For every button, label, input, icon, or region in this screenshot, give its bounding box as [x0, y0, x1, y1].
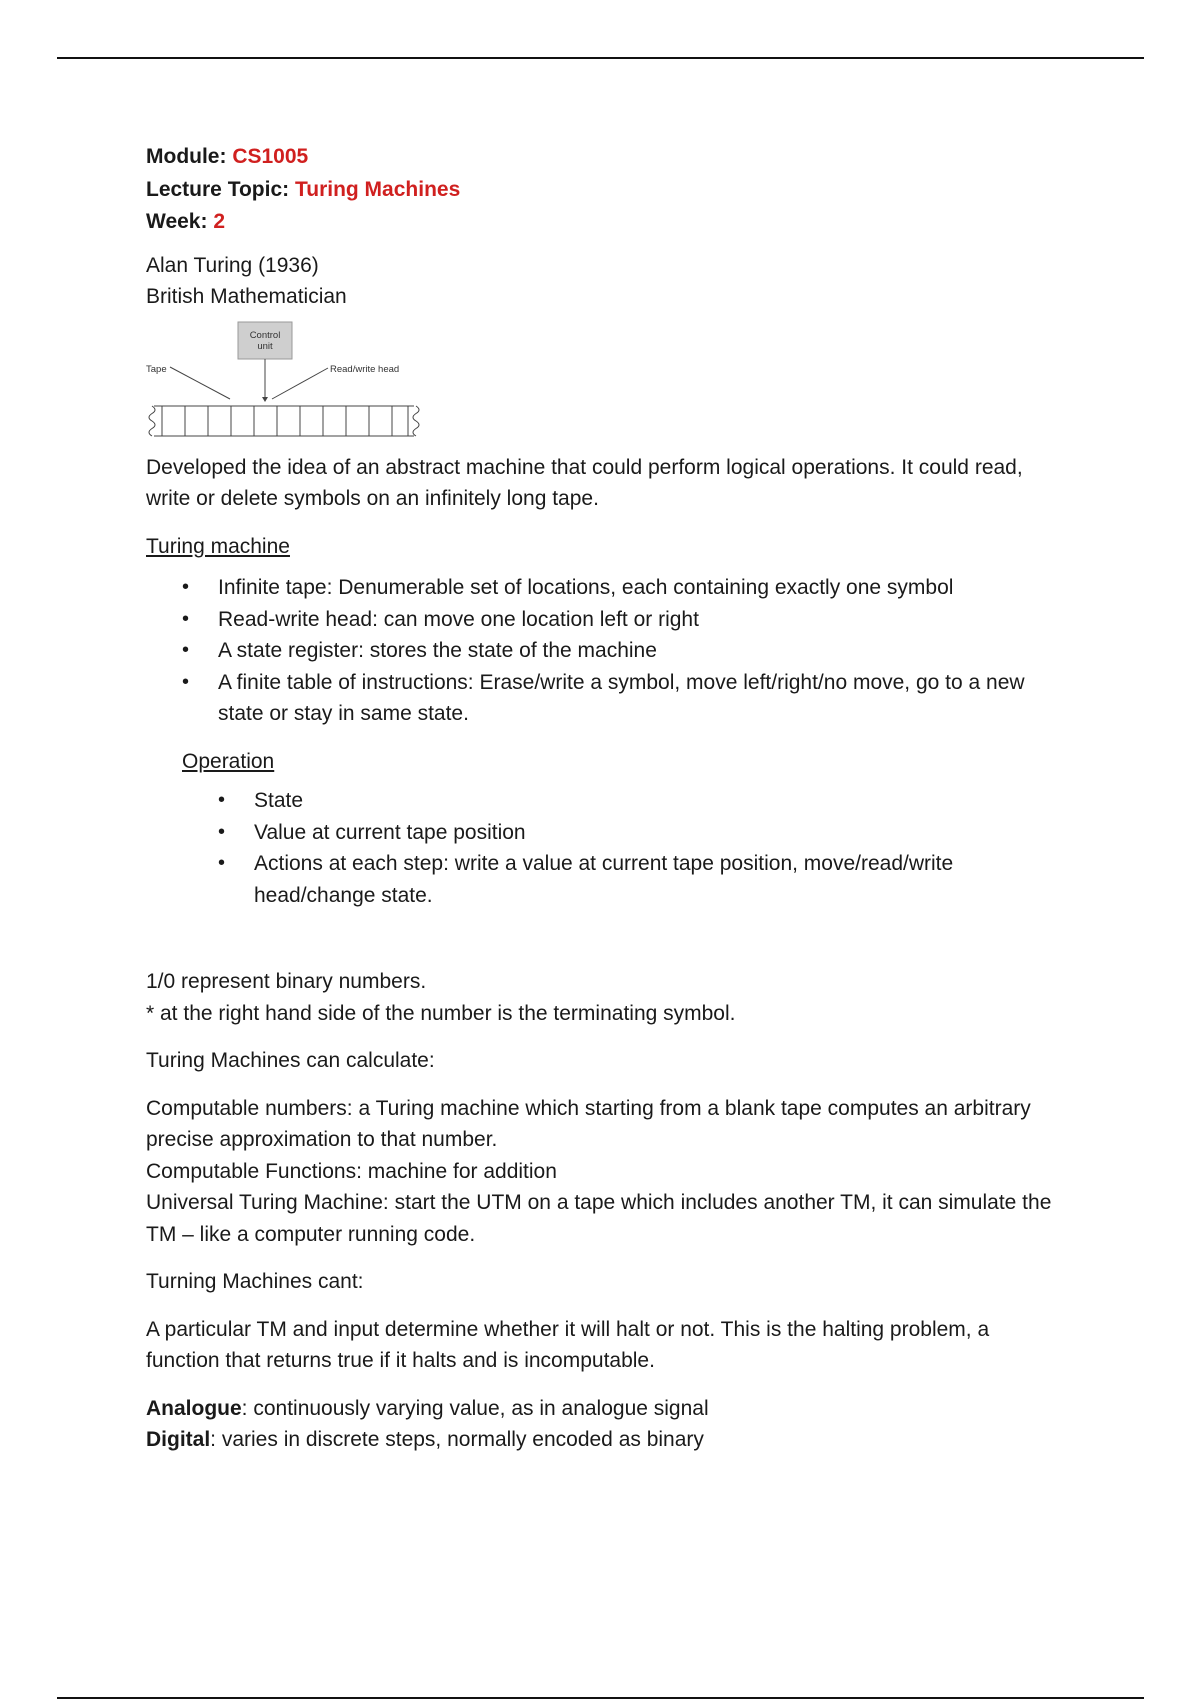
operation-list	[146, 785, 1066, 911]
universal-turing-machine: Universal Turing Machine: start the UTM on a tape which includes another TM, it can simulate the TM – like a computer running code.	[146, 1191, 1052, 1246]
analogue-text: : continuously varying value, as in analogue signal	[241, 1396, 709, 1420]
binary-line-2: * at the right hand side of the number is the terminating symbol.	[146, 1001, 736, 1025]
analogue-definition	[146, 1393, 1066, 1425]
control-arrowhead	[262, 397, 268, 402]
topic-value: Turing Machines	[294, 177, 461, 201]
control-unit-label-2: unit	[257, 340, 273, 352]
tape-label: Tape	[146, 363, 167, 375]
tape	[149, 406, 419, 436]
topic-line	[146, 174, 1066, 207]
digital-term: Digital	[146, 1428, 211, 1451]
week-value: 2	[213, 210, 225, 233]
bottom-page-rule	[57, 1697, 1144, 1699]
control-unit-label-1: Control	[249, 329, 281, 341]
list-item: • A finite table of instructions: Erase/write a symbol, move left/right/no move, go to a new state or stay in same state.	[218, 667, 1066, 730]
module-line	[146, 141, 1066, 174]
module-label: Module:	[146, 145, 233, 168]
top-page-rule	[57, 57, 1144, 59]
document-page	[146, 141, 1066, 1456]
halting-problem: A particular TM and input determine whether it will halt or not. This is the halting problem, a function that returns true if it halts and is incomputable.	[146, 1317, 990, 1372]
computable-functions: Computable Functions: machine for addition	[146, 1159, 557, 1183]
read-write-head-label: Read/write head	[330, 363, 400, 375]
cant-heading: Turning Machines cant:	[146, 1270, 364, 1293]
list-item: • Value at current tape position	[254, 817, 1066, 849]
can-calculate-heading: Turing Machines can calculate:	[146, 1049, 435, 1072]
analogue-term: Analogue	[146, 1396, 242, 1420]
topic-label: Lecture Topic:	[146, 177, 295, 201]
list-item: • Infinite tape: Denumerable set of locations, each containing exactly one symbol	[218, 572, 1066, 604]
turing-machine-list	[146, 572, 1066, 730]
week-line	[146, 206, 1066, 239]
digital-text: : varies in discrete steps, normally encoded as binary	[210, 1428, 704, 1451]
intro-role: British Mathematician	[146, 285, 347, 308]
operation-heading: Operation	[182, 749, 275, 773]
head-pointer	[272, 368, 328, 399]
tape-pointer	[170, 367, 230, 399]
digital-definition	[146, 1424, 1066, 1456]
module-value: CS1005	[232, 145, 309, 168]
binary-line-1: 1/0 represent binary numbers.	[146, 970, 427, 993]
list-item: • State	[254, 785, 1066, 817]
turing-machine-diagram	[146, 321, 446, 441]
list-item: • Actions at each step: write a value at current tape position, move/read/write head/change state.	[254, 848, 1066, 911]
week-label: Week:	[146, 210, 214, 233]
intro-author: Alan Turing (1936)	[146, 253, 319, 277]
computable-numbers: Computable numbers: a Turing machine which starting from a blank tape computes an arbitrary precise approximation to that number.	[146, 1096, 1031, 1151]
turing-machine-heading: Turing machine	[146, 534, 290, 558]
description: Developed the idea of an abstract machine that could perform logical operations. It could read, write or delete symbols on an infinitely long tape.	[146, 455, 1023, 510]
list-item: • A state register: stores the state of the machine	[218, 635, 1066, 667]
list-item: • Read-write head: can move one location left or right	[218, 604, 1066, 636]
